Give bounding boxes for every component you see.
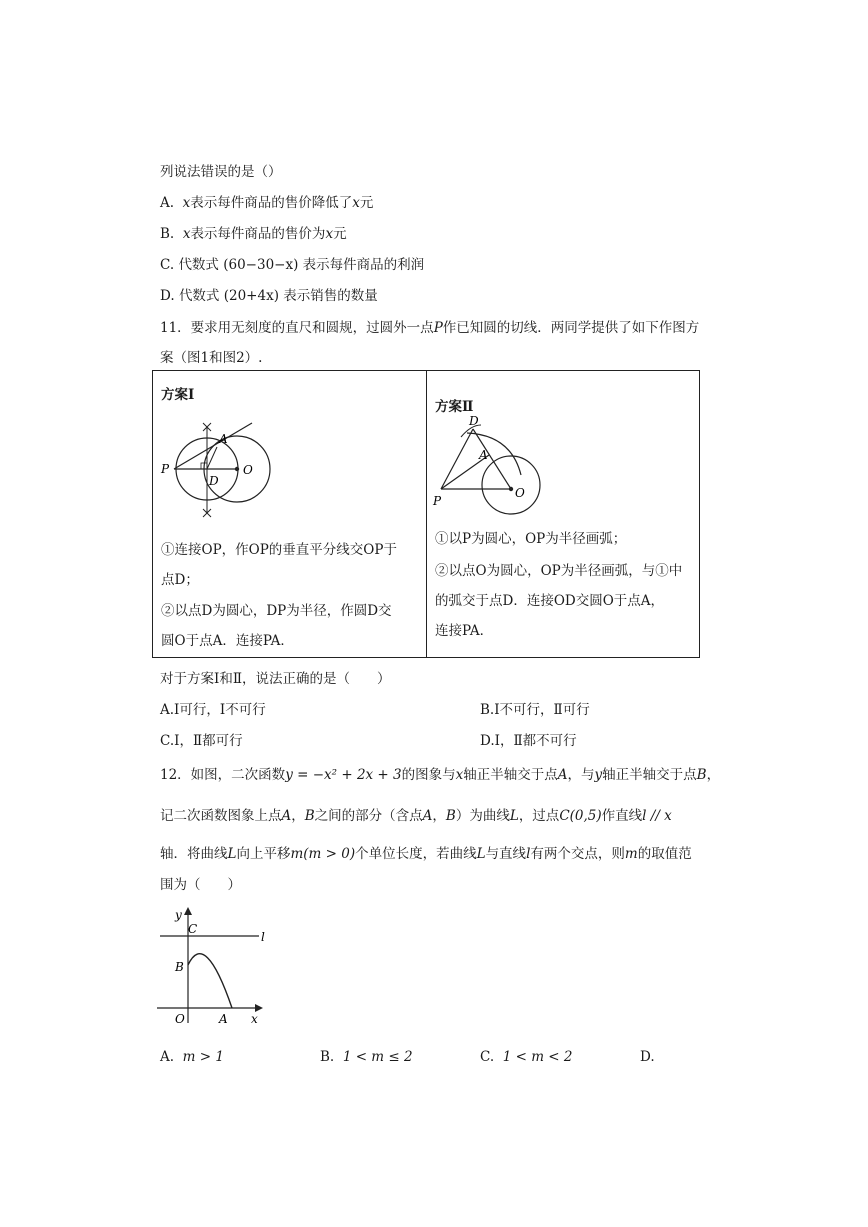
q11-option-d[interactable]: D.Ⅰ，Ⅱ都不可行 bbox=[480, 733, 577, 749]
q12-label-a: A bbox=[219, 1012, 228, 1026]
scheme2-title: 方案Ⅱ bbox=[435, 399, 474, 415]
scheme-table bbox=[152, 370, 700, 658]
q12-option-d[interactable]: D. bbox=[640, 1049, 655, 1065]
q11-stem-line1: 11．要求用无刻度的直尺和圆规，过圆外一点P作已知圆的切线．两同学提供了如下作图方 bbox=[160, 320, 700, 336]
scheme1-step2-cont: 圆O于点A．连接PA． bbox=[161, 633, 294, 649]
scheme1-title: 方案Ⅰ bbox=[161, 387, 195, 403]
q12-label-l: l bbox=[261, 930, 265, 944]
q12-label-o: O bbox=[175, 1012, 185, 1026]
q12-stem-line2: 记二次函数图象上点A，B之间的部分（含点A，B）为曲线L，过点C(0,5)作直线l // x bbox=[160, 808, 672, 824]
q11-option-a[interactable]: A.Ⅰ可行，Ⅰ不可行 bbox=[160, 702, 266, 718]
q12-figure bbox=[155, 905, 275, 1030]
q12-stem-line4: 围为（ ） bbox=[160, 877, 241, 893]
scheme2-step2: ②以点O为圆心，OP为半径画弧，与①中 bbox=[435, 563, 683, 579]
q12-option-c[interactable]: C. 1 < m < 2 bbox=[480, 1049, 573, 1065]
scheme2-step1: ①以P为圆心，OP为半径画弧； bbox=[435, 531, 627, 547]
q12-option-a[interactable]: A. m > 1 bbox=[160, 1049, 224, 1065]
q12-stem-line1: 12．如图，二次函数y = −x² + 2x + 3的图象与x轴正半轴交于点A，与y轴正半轴交于点B， bbox=[160, 767, 721, 783]
scheme2-step2-cont: 的弧交于点D．连接OD交圆O于点A， bbox=[435, 593, 665, 609]
q10-option-c[interactable]: C. 代数式 (60−30−x) 表示每件商品的利润 bbox=[160, 257, 425, 273]
scheme2-step2-end: 连接PA． bbox=[435, 623, 494, 639]
scheme1-step1-cont: 点D； bbox=[161, 572, 199, 588]
scheme2-figure bbox=[431, 415, 561, 515]
scheme1-figure bbox=[157, 413, 287, 523]
scheme1-label-d: D bbox=[209, 474, 219, 488]
q11-question: 对于方案Ⅰ和Ⅱ，说法正确的是（ ） bbox=[160, 671, 391, 687]
q10-stem-tail: 列说法错误的是（） bbox=[160, 164, 282, 180]
q12-label-x: x bbox=[251, 1012, 258, 1026]
q11-stem-line2: 案（图1和图2）. bbox=[160, 350, 263, 366]
scheme1-label-o: O bbox=[243, 463, 253, 477]
q12-stem-line3: 轴．将曲线L向上平移m(m > 0)个单位长度，若曲线L与直线l有两个交点，则m的取值范 bbox=[160, 846, 692, 862]
scheme1-step1: ①连接OP，作OP的垂直平分线交OP于 bbox=[161, 542, 397, 558]
q12-label-b: B bbox=[175, 960, 184, 974]
q11-option-b[interactable]: B.Ⅰ不可行，Ⅱ可行 bbox=[480, 702, 590, 718]
q12-label-c: C bbox=[188, 922, 198, 936]
scheme1-label-a: A bbox=[219, 432, 228, 446]
q10-option-b[interactable]: B. x表示每件商品的售价为x元 bbox=[160, 226, 347, 242]
scheme2-label-a: A bbox=[479, 448, 488, 462]
q10-option-a[interactable]: A. x表示每件商品的售价降低了x元 bbox=[160, 195, 374, 211]
q12-option-b[interactable]: B. 1 < m ≤ 2 bbox=[320, 1049, 413, 1065]
scheme2-label-o: O bbox=[515, 486, 525, 500]
q11-option-c[interactable]: C.Ⅰ，Ⅱ都可行 bbox=[160, 733, 243, 749]
scheme2-label-p: P bbox=[433, 494, 442, 508]
table-divider bbox=[426, 371, 427, 657]
scheme1-step2: ②以点D为圆心，DP为半径，作圆D交 bbox=[161, 603, 392, 619]
scheme1-label-p: P bbox=[161, 462, 170, 476]
scheme2-label-d: D bbox=[469, 415, 479, 428]
q10-option-d[interactable]: D. 代数式 (20+4x) 表示销售的数量 bbox=[160, 288, 378, 304]
q12-label-y: y bbox=[175, 908, 182, 922]
